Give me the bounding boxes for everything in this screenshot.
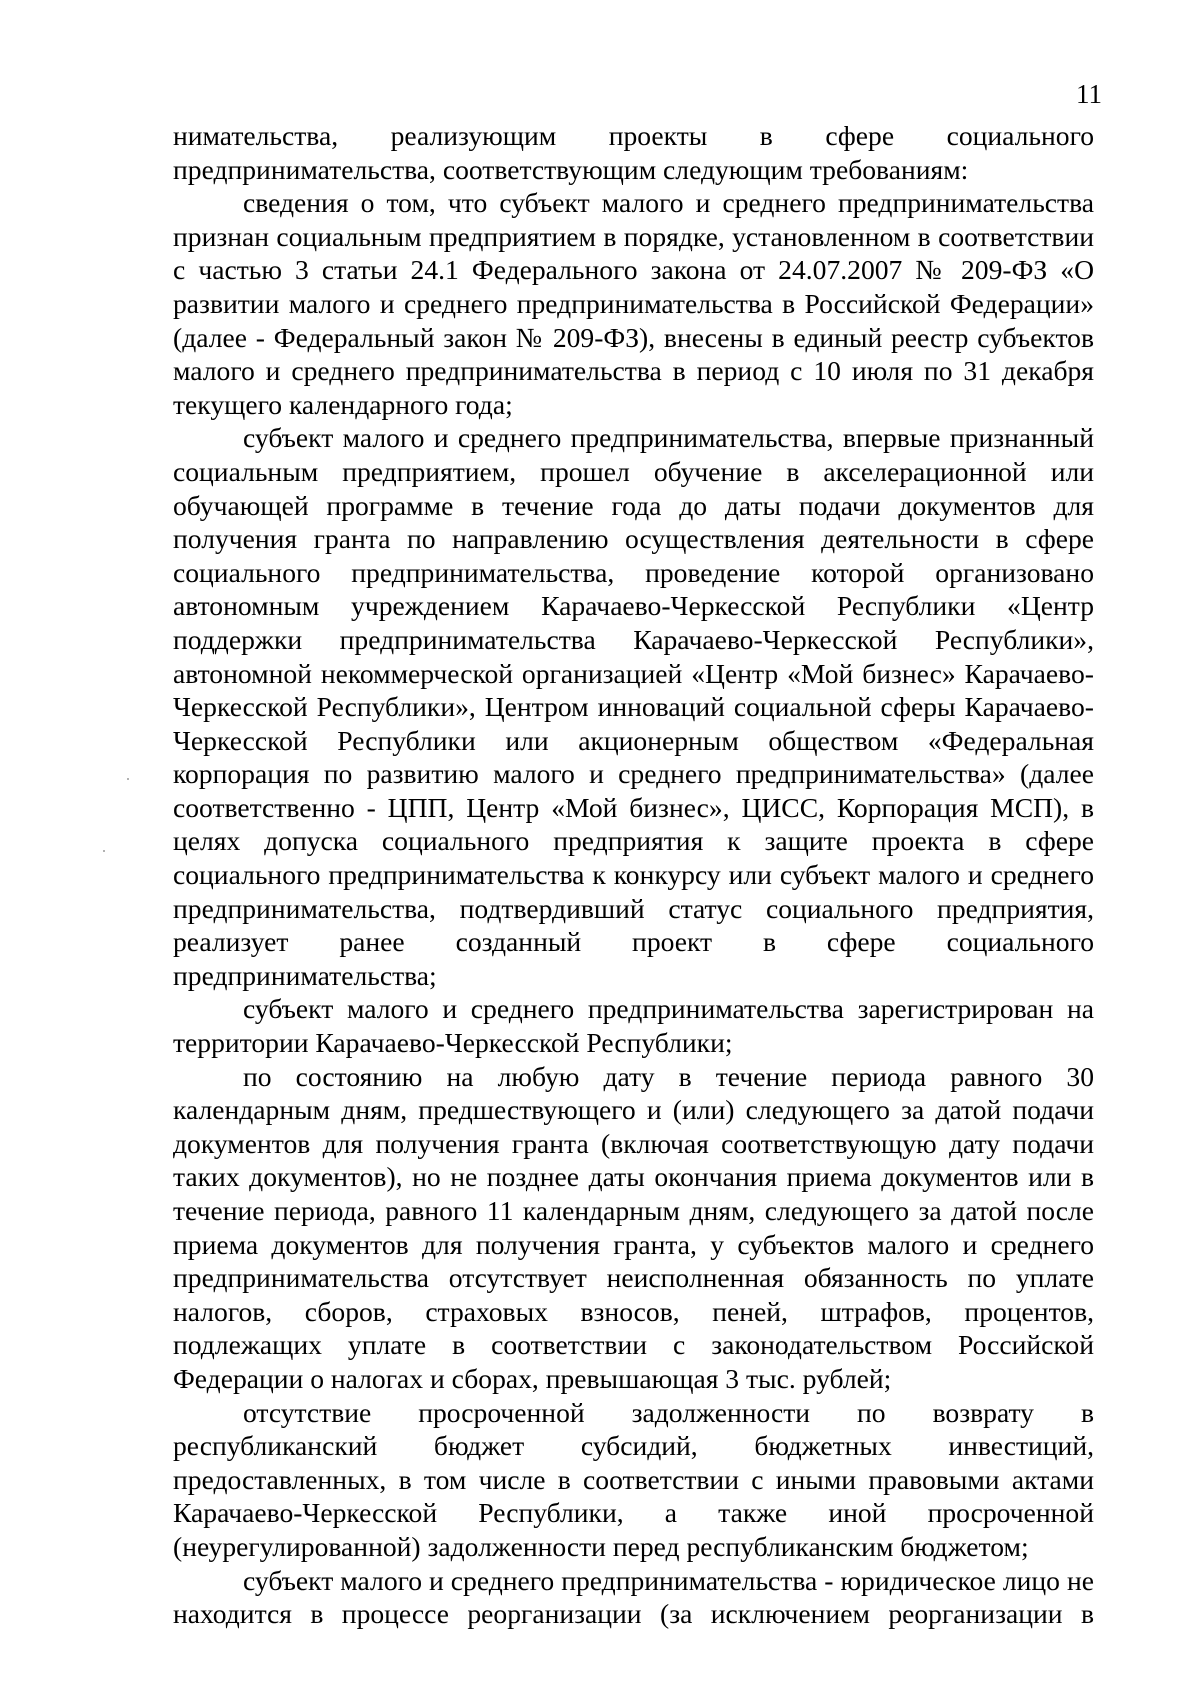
page-number: 11 <box>1076 79 1102 109</box>
paragraph-continuation: нимательства, реализующим проекты в сфере социального предпринимательства, соответствующим следующим требованиям: <box>173 120 1094 185</box>
paragraph-social-enterprise-register: сведения о том, что субъект малого и среднего предпринимательства признан социальным предприятием в порядке, установленном в соответствии с частью 3 статьи 24.1 Федерального закона от 24.07.2007 № 209-ФЗ «О развитии малого и среднего предпринимательства в Российской Федерации» (далее - Федеральный закон № 209-ФЗ), внесены в единый реестр субъектов малого и среднего предпринимательства в период с 10 июля по 31 декабря текущего календарного года; <box>173 187 1094 420</box>
paragraph-registration-territory: субъект малого и среднего предпринимательства зарегистрирован на территории Карачаево-Черкесской Республики; <box>173 993 1094 1059</box>
paragraph-no-reorganization: субъект малого и среднего предпринимательства - юридическое лицо не находится в процессе реорганизации (за исключением реорганизации в <box>173 1564 1094 1630</box>
paragraph-training-program: субъект малого и среднего предпринимательства, впервые признанный социальным предприятием, прошел обучение в акселерационной или обучающей программе в течение года до даты подачи документов для получения гранта по направлению осуществления деятельности в сфере социального предпринимательства, проведение которой организовано автономным учреждением Карачаево-Черкесской Республики «Центр поддержки предпринимательства Карачаево-Черкесской Республики», автономной некоммерческой организацией «Центр «Мой бизнес» Карачаево-Черкесской Республики», Центром инноваций социальной сферы Карачаево-Черкесской Республики или акционерным обществом «Федеральная корпорация по развитию малого и среднего предпринимательства» (далее соответственно - ЦПП, Центр «Мой бизнес», ЦИСС, Корпорация МСП), в целях допуска социального предприятия к защите проекта в сфере социального предпринимательства к конкурсу или субъект малого и среднего предпринимательства, подтвердивший статус социального предприятия, реализует ранее созданный проект в сфере социального предпринимательства; <box>173 422 1094 991</box>
paragraph-tax-obligations: по состоянию на любую дату в течение периода равного 30 календарным дням, предшествующего и (или) следующего за датой подачи документов для получения гранта (включая соответствующую дату подачи таких документов), но не позднее даты окончания приема документов или в течение периода, равного 11 календарным дням, следующего за датой после приема документов для получения гранта, у субъектов малого и среднего предпринимательства отсутствует неисполненная обязанность по уплате налогов, сборов, страховых взносов, пеней, штрафов, процентов, подлежащих уплате в соответствии с законодательством Российской Федерации о налогах и сборах, превышающая 3 тыс. рублей; <box>173 1060 1094 1394</box>
scan-speck <box>103 850 105 852</box>
paragraph-no-overdue-debt: отсутствие просроченной задолженности по возврату в республиканский бюджет субсидий, бюджетных инвестиций, предоставленных, в том числе в соответствии с иными правовыми актами Карачаево-Черкесской Республики, а также иной просроченной (неурегулированной) задолженности перед республиканским бюджетом; <box>173 1396 1094 1562</box>
scan-speck <box>127 778 129 780</box>
document-body <box>173 119 1094 1631</box>
